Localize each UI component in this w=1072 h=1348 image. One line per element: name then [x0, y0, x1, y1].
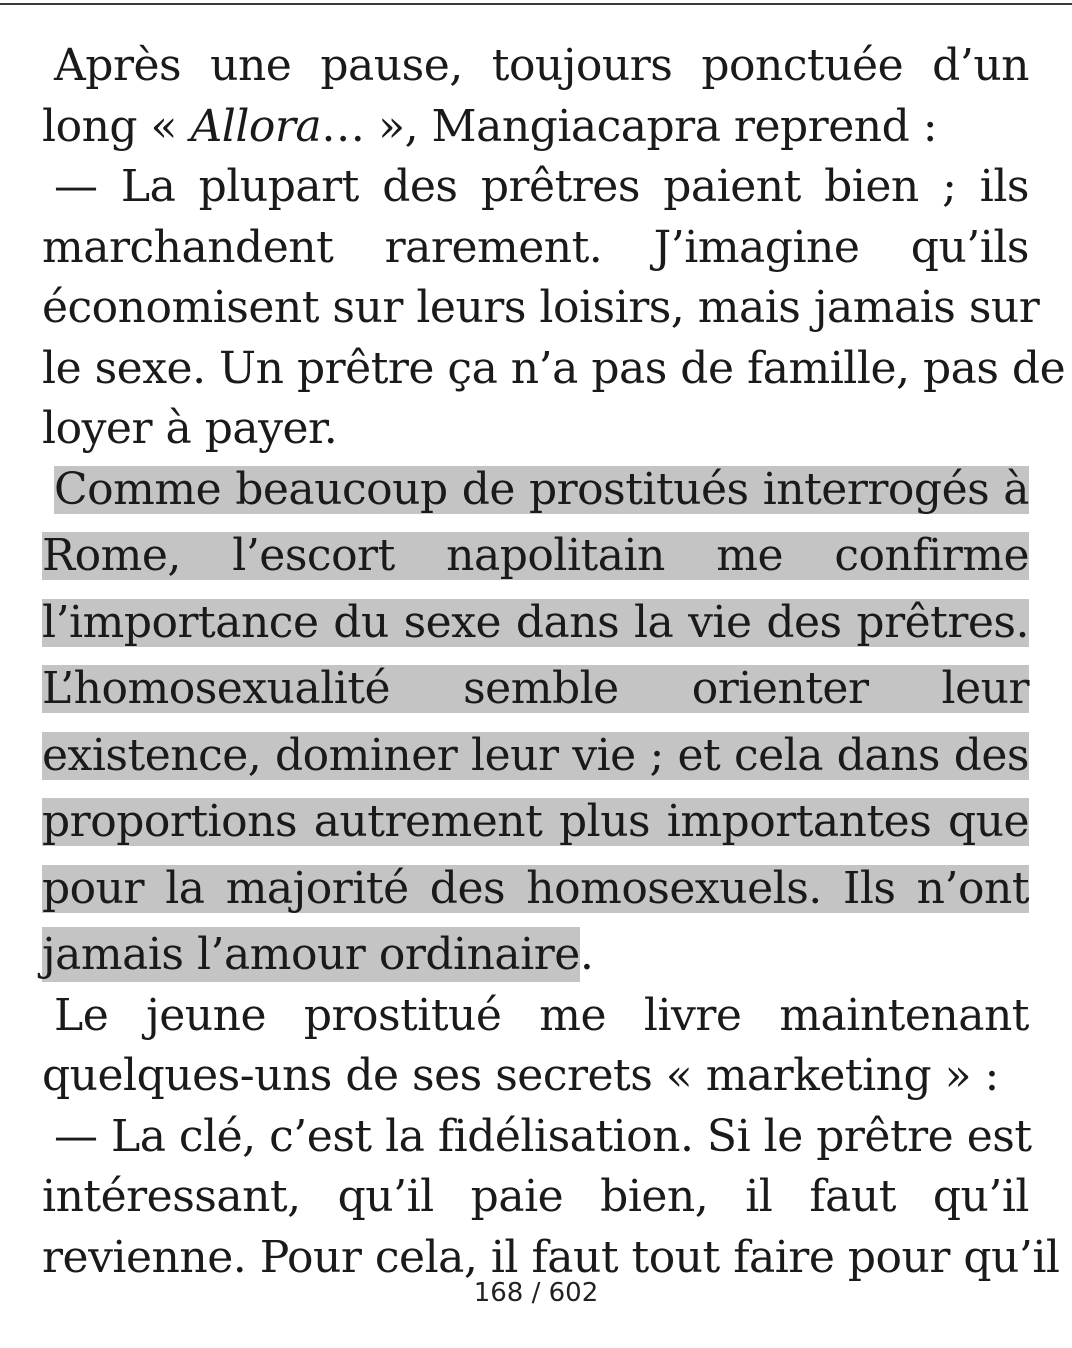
text-line: — La clé, c’est la fidélisation. Si le prêtre est	[54, 1110, 1032, 1162]
paragraph	[42, 1107, 1060, 1289]
highlighted-line	[42, 596, 1029, 660]
highlight-span[interactable]: l’importance du sexe dans la vie des prêtres.	[42, 596, 1029, 648]
highlighted-line	[42, 925, 1029, 986]
text-fragment: .	[579, 929, 594, 980]
paragraph	[42, 986, 1029, 1107]
text-line: économisent sur leurs loisirs, mais jamais sur	[42, 282, 1040, 333]
text-fragment: long «	[42, 100, 191, 152]
text-line: le sexe. Un prêtre ça n’a pas de famille, pas de	[42, 342, 1066, 394]
text-line: Après une pause, toujours ponctuée d’un	[54, 40, 1029, 91]
highlighted-paragraph[interactable]	[42, 463, 1029, 986]
text-fragment: … », Mangiacapra reprend :	[321, 100, 938, 152]
reader-text-column[interactable]	[42, 36, 1066, 1288]
page-indicator[interactable]: 168 / 602	[473, 1278, 599, 1308]
highlighted-line	[42, 463, 1029, 527]
highlighted-line	[42, 862, 1029, 926]
highlight-span[interactable]: existence, dominer leur vie ; et cela dans des	[42, 729, 1029, 781]
top-border	[0, 0, 1072, 5]
text-line	[42, 97, 1029, 158]
text-line: intéressant, qu’il paie bien, il faut qu’il	[42, 1171, 1029, 1222]
text-line: Le jeune prostitué me livre maintenant	[54, 989, 1029, 1041]
highlight-span[interactable]: pour la majorité des homosexuels. Ils n’ont	[42, 862, 1029, 914]
paragraph	[42, 157, 1066, 460]
text-line: loyer à payer.	[42, 403, 338, 454]
text-line: — La plupart des prêtres paient bien ; ils	[54, 161, 1029, 212]
text-line: marchandent rarement. J’imagine qu’ils	[42, 221, 1029, 273]
highlight-span[interactable]: L’homosexualité semble orienter leur	[42, 663, 1029, 714]
highlighted-line	[42, 729, 1029, 793]
highlighted-line	[42, 532, 1029, 593]
highlighted-line	[42, 798, 1029, 859]
highlight-span[interactable]: proportions autrement plus importantes que	[42, 796, 1029, 847]
highlight-span[interactable]: Comme beaucoup de prostitués interrogés à	[54, 463, 1029, 515]
text-line: revienne. Pour cela, il faut tout faire pour qu’il	[42, 1231, 1060, 1283]
highlight-span[interactable]: jamais l’amour ordinaire	[42, 929, 580, 980]
paragraph	[42, 36, 1029, 157]
highlighted-line	[42, 665, 1029, 726]
text-line: quelques-uns de ses secrets « marketing » :	[42, 1050, 999, 1101]
highlight-span[interactable]: Rome, l’escort napolitain me confirme	[42, 530, 1029, 581]
italic-word: Allora	[190, 100, 322, 152]
